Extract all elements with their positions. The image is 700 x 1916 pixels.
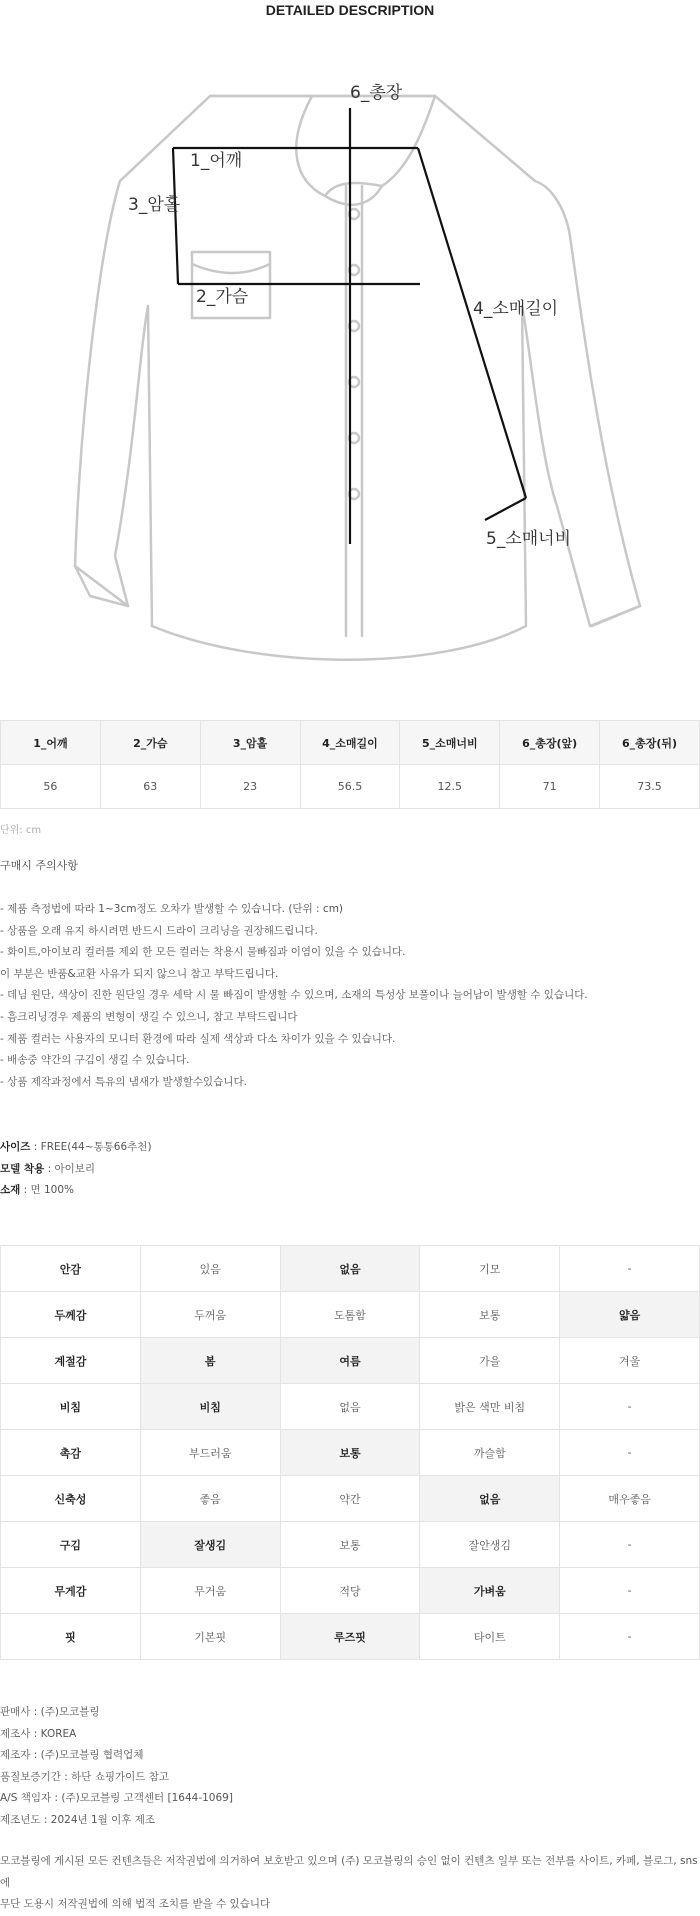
shirt-sketch — [60, 83, 680, 676]
attribute-row — [1, 1476, 700, 1522]
attribute-option: 두꺼움 — [140, 1292, 280, 1338]
copyright-line: 무단 도용시 저작권법에 의해 법적 조치를 받을 수 있습니다 — [0, 1898, 271, 1910]
spec-size — [0, 1137, 152, 1159]
size-table — [0, 720, 700, 809]
copyright-line: 모코블링에 게시된 모든 컨텐츠들은 저작권법에 의거하여 보호받고 있으며 (주) 모코블링의 승인 없이 컨텐츠 일부 또는 전부를 사이트, 카페, 블로그, sns에 — [0, 1855, 698, 1889]
spec-model-value: : 아이보리 — [44, 1162, 96, 1175]
notice-title: 구매시 주의사항 — [0, 859, 78, 872]
attribute-name: 신축성 — [1, 1476, 141, 1522]
attribute-option: 보통 — [420, 1292, 560, 1338]
info-warranty: 품질보증기간 : 하단 쇼핑가이드 참고 — [0, 1770, 170, 1783]
size-table-value-row — [1, 765, 700, 809]
placket — [346, 186, 362, 636]
size-value: 23 — [200, 765, 300, 809]
attribute-name: 계절감 — [1, 1338, 141, 1384]
attribute-row — [1, 1384, 700, 1430]
attribute-option: 없음 — [280, 1246, 420, 1292]
size-header: 2_가슴 — [100, 721, 200, 765]
label-chest: 2_가슴 — [196, 287, 249, 307]
attribute-option: 부드러움 — [140, 1430, 280, 1476]
attribute-option: 타이트 — [420, 1614, 560, 1660]
spec-size-value: : FREE(44~통통66추천) — [30, 1141, 152, 1153]
attribute-option: 있음 — [140, 1246, 280, 1292]
attribute-option: 보통 — [280, 1430, 420, 1476]
notice-item: - 상품을 오래 유지 하시려면 반드시 드라이 크리닝을 권장해드립니다. — [0, 924, 318, 937]
size-value: 73.5 — [600, 765, 700, 809]
notice-list — [0, 899, 700, 1093]
attribute-option: 좋음 — [140, 1476, 280, 1522]
attribute-option: 봄 — [140, 1338, 280, 1384]
notice-item: - 상품 제작과정에서 특유의 냄새가 발생할수있습니다. — [0, 1075, 247, 1088]
attribute-option: - — [560, 1384, 700, 1430]
notice-item: - 제품 측정법에 따라 1~3cm정도 오차가 발생할 수 있습니다. (단위 : cm) — [0, 903, 344, 915]
size-value: 56 — [1, 765, 101, 809]
attribute-option: 무거움 — [140, 1568, 280, 1614]
label-armhole: 3_암홀 — [128, 195, 181, 215]
notice-item: 이 부분은 반품&교환 사유가 되지 않으니 참고 부탁드립니다. — [0, 967, 279, 980]
attribute-option: - — [560, 1430, 700, 1476]
attribute-option: 매우좋음 — [560, 1476, 700, 1522]
attribute-option: - — [560, 1522, 700, 1568]
page-title: DETAILED DESCRIPTION — [265, 2, 435, 18]
attribute-name: 비침 — [1, 1384, 141, 1430]
info-seller: 판매사 : (주)모코블링 — [0, 1706, 100, 1718]
spec-material — [0, 1180, 152, 1202]
attribute-option: 까슬함 — [420, 1430, 560, 1476]
attribute-option: 가을 — [420, 1338, 560, 1384]
sleeve-width-measure-line — [485, 498, 526, 520]
attribute-option: 얇음 — [560, 1292, 700, 1338]
attribute-name: 촉감 — [1, 1430, 141, 1476]
collar — [296, 96, 435, 205]
attribute-option: 없음 — [420, 1476, 560, 1522]
product-info — [0, 1702, 233, 1831]
attribute-row — [1, 1614, 700, 1660]
attribute-option: 기본핏 — [140, 1614, 280, 1660]
size-header: 4_소매길이 — [300, 721, 400, 765]
notice-item: - 데님 원단, 색상이 진한 원단일 경우 세탁 시 물 빠짐이 발생할 수 있으며, 소재의 특성상 보풀이나 늘어남이 발생할 수 있습니다. — [0, 989, 588, 1002]
attribute-name: 핏 — [1, 1614, 141, 1660]
attribute-option: 가벼움 — [420, 1568, 560, 1614]
label-sleeve-length: 4_소매길이 — [473, 299, 559, 319]
attribute-option: 없음 — [280, 1384, 420, 1430]
attribute-option: 루즈핏 — [280, 1614, 420, 1660]
attribute-option: 밝은 색만 비침 — [420, 1384, 560, 1430]
size-value: 71 — [500, 765, 600, 809]
label-sleeve-width: 5_소매너비 — [486, 529, 572, 549]
size-header: 1_어깨 — [1, 721, 101, 765]
notice-item: - 제품 컬러는 사용자의 모니터 환경에 따라 실제 색상과 다소 차이가 있을 수 있습니다. — [0, 1032, 396, 1045]
notice-item: - 배송중 약간의 구김이 생길 수 있습니다. — [0, 1054, 190, 1067]
armhole-measure-line — [173, 148, 178, 284]
copyright-notice — [0, 1851, 700, 1916]
right-cuff — [592, 606, 640, 626]
attribute-row — [1, 1430, 700, 1476]
product-specs — [0, 1137, 152, 1202]
attribute-option: 여름 — [280, 1338, 420, 1384]
spec-material-value: : 면 100% — [20, 1184, 75, 1196]
attribute-name: 구김 — [1, 1522, 141, 1568]
size-header: 6_총장(앞) — [500, 721, 600, 765]
attribute-option: 비침 — [140, 1384, 280, 1430]
attribute-option: 기모 — [420, 1246, 560, 1292]
sleeve-length-measure-line — [418, 148, 526, 498]
attribute-option: 겨울 — [560, 1338, 700, 1384]
attribute-option: 잘안생김 — [420, 1522, 560, 1568]
info-maker: 제조자 : (주)모코블링 협력업체 — [0, 1749, 144, 1761]
label-shoulder: 1_어깨 — [190, 151, 243, 171]
attribute-row — [1, 1246, 700, 1292]
notice-item: - 흠크리닝경우 제품의 변형이 생길 수 있으니, 참고 부탁드립니다 — [0, 1010, 298, 1023]
spec-material-label: 소재 — [0, 1184, 21, 1196]
shirt-measurement-diagram — [60, 83, 680, 676]
unit-note: 단위: cm — [0, 825, 42, 836]
label-total-length: 6_총장 — [350, 83, 403, 103]
size-table-header-row — [1, 721, 700, 765]
attribute-row — [1, 1292, 700, 1338]
size-header: 3_암홀 — [200, 721, 300, 765]
attribute-option: 잘생김 — [140, 1522, 280, 1568]
attribute-table — [0, 1245, 700, 1660]
attribute-option: 적당 — [280, 1568, 420, 1614]
spec-model-label: 모델 착용 — [0, 1162, 45, 1175]
attribute-option: - — [560, 1614, 700, 1660]
size-value: 12.5 — [400, 765, 500, 809]
info-year: 제조년도 : 2024년 1월 이후 제조 — [0, 1813, 156, 1826]
info-manufacturer: 제조사 : KOREA — [0, 1727, 77, 1740]
spec-size-label: 사이즈 — [0, 1141, 31, 1153]
size-header: 5_소매너비 — [400, 721, 500, 765]
attribute-option: 보통 — [280, 1522, 420, 1568]
spec-model — [0, 1159, 152, 1181]
size-value: 56.5 — [300, 765, 400, 809]
attribute-option: 도톰함 — [280, 1292, 420, 1338]
attribute-option: - — [560, 1568, 700, 1614]
attribute-option: - — [560, 1246, 700, 1292]
info-as-contact: A/S 책임자 : (주)모코블링 고객센터 [1644-1069] — [0, 1792, 233, 1804]
size-value: 63 — [100, 765, 200, 809]
size-header: 6_총장(뒤) — [600, 721, 700, 765]
notice-item: - 화이트,아이보리 컬러를 제외 한 모든 컬러는 착용시 물빠짐과 이염이 있을 수 있습니다. — [0, 946, 406, 959]
attribute-row — [1, 1568, 700, 1614]
attribute-name: 무게감 — [1, 1568, 141, 1614]
attribute-row — [1, 1522, 700, 1568]
attribute-row — [1, 1338, 700, 1384]
attribute-name: 안감 — [1, 1246, 141, 1292]
attribute-option: 약간 — [280, 1476, 420, 1522]
attribute-name: 두께감 — [1, 1292, 141, 1338]
